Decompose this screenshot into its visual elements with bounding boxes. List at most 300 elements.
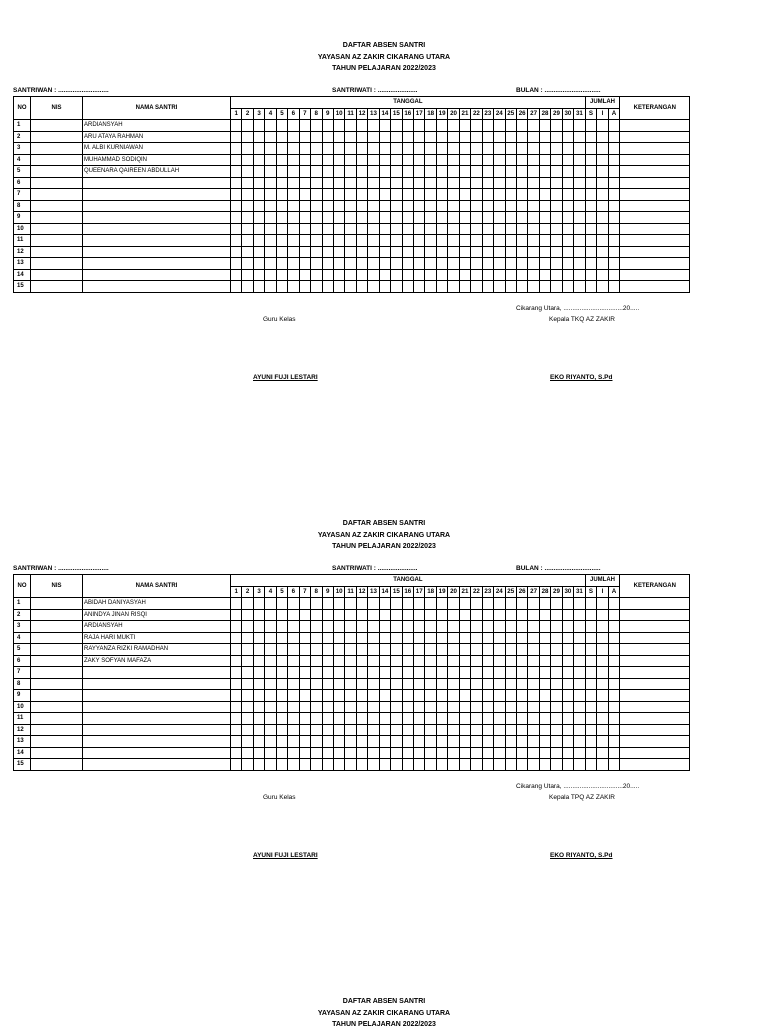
attendance-cell bbox=[265, 678, 276, 690]
attendance-cell bbox=[356, 678, 367, 690]
table-row bbox=[14, 131, 690, 143]
attendance-cell bbox=[242, 246, 253, 258]
attendance-cell bbox=[368, 724, 379, 736]
attendance-cell bbox=[345, 690, 356, 702]
attendance-cell bbox=[288, 701, 299, 713]
attendance-cell bbox=[333, 655, 344, 667]
nis-cell bbox=[31, 143, 83, 155]
attendance-cell bbox=[494, 644, 505, 656]
attendance-cell bbox=[448, 189, 459, 201]
attendance-cell bbox=[242, 644, 253, 656]
attendance-cell bbox=[471, 246, 482, 258]
table-row bbox=[14, 736, 690, 748]
attendance-cell bbox=[539, 166, 550, 178]
attendance-cell bbox=[345, 724, 356, 736]
attendance-cell bbox=[539, 200, 550, 212]
attendance-cell bbox=[425, 747, 436, 759]
attendance-cell bbox=[322, 189, 333, 201]
attendance-cell bbox=[414, 154, 425, 166]
attendance-cell bbox=[356, 747, 367, 759]
attendance-cell bbox=[436, 701, 447, 713]
attendance-cell bbox=[608, 759, 620, 771]
table-row bbox=[14, 713, 690, 725]
table-row bbox=[14, 223, 690, 235]
attendance-cell bbox=[368, 223, 379, 235]
nis-cell bbox=[31, 177, 83, 189]
attendance-cell bbox=[311, 621, 322, 633]
attendance-cell bbox=[482, 166, 493, 178]
attendance-cell bbox=[345, 212, 356, 224]
attendance-cell bbox=[253, 154, 264, 166]
attendance-cell bbox=[562, 166, 573, 178]
attendance-cell bbox=[562, 246, 573, 258]
attendance-cell bbox=[539, 189, 550, 201]
attendance-cell bbox=[482, 736, 493, 748]
attendance-cell bbox=[574, 701, 586, 713]
attendance-cell bbox=[585, 747, 597, 759]
attendance-cell bbox=[516, 724, 527, 736]
attendance-cell bbox=[459, 736, 470, 748]
row-number: 12 bbox=[14, 724, 31, 736]
attendance-cell bbox=[585, 235, 597, 247]
attendance-cell bbox=[608, 736, 620, 748]
keterangan-cell bbox=[620, 644, 690, 656]
attendance-cell bbox=[311, 713, 322, 725]
attendance-cell bbox=[528, 189, 539, 201]
attendance-cell bbox=[562, 177, 573, 189]
attendance-cell bbox=[276, 200, 287, 212]
table-row bbox=[14, 177, 690, 189]
attendance-cell bbox=[516, 678, 527, 690]
attendance-cell bbox=[574, 200, 586, 212]
attendance-cell bbox=[494, 759, 505, 771]
attendance-cell bbox=[253, 724, 264, 736]
attendance-cell bbox=[459, 223, 470, 235]
col-keterangan-header: KETERANGAN bbox=[620, 97, 690, 120]
student-name bbox=[83, 667, 231, 679]
student-name: ARDIANSYAH bbox=[83, 120, 231, 132]
row-number: 3 bbox=[14, 621, 31, 633]
attendance-cell bbox=[356, 120, 367, 132]
attendance-cell bbox=[322, 598, 333, 610]
attendance-cell bbox=[299, 223, 310, 235]
attendance-cell bbox=[402, 131, 413, 143]
attendance-cell bbox=[608, 667, 620, 679]
attendance-cell bbox=[597, 166, 609, 178]
attendance-cell bbox=[505, 644, 516, 656]
student-name bbox=[83, 258, 231, 270]
attendance-cell bbox=[276, 644, 287, 656]
attendance-cell bbox=[482, 258, 493, 270]
santriwan-field: SANTRIWAN : ............................ bbox=[13, 87, 109, 94]
attendance-cell bbox=[253, 120, 264, 132]
student-name: ANINDYA JINAN RISQI bbox=[83, 609, 231, 621]
attendance-cell bbox=[391, 212, 402, 224]
attendance-cell bbox=[322, 736, 333, 748]
attendance-cell bbox=[505, 189, 516, 201]
attendance-cell bbox=[551, 166, 562, 178]
row-number: 8 bbox=[14, 678, 31, 690]
guru-kelas-label: Guru Kelas bbox=[263, 316, 296, 323]
day-header: 8 bbox=[311, 586, 322, 598]
attendance-cell bbox=[414, 598, 425, 610]
attendance-cell bbox=[585, 258, 597, 270]
attendance-cell bbox=[379, 644, 390, 656]
attendance-cell bbox=[345, 609, 356, 621]
attendance-cell bbox=[516, 759, 527, 771]
attendance-cell bbox=[516, 281, 527, 293]
attendance-cell bbox=[402, 200, 413, 212]
attendance-cell bbox=[482, 621, 493, 633]
attendance-cell bbox=[471, 690, 482, 702]
attendance-cell bbox=[608, 154, 620, 166]
row-number: 8 bbox=[14, 200, 31, 212]
attendance-cell bbox=[471, 747, 482, 759]
attendance-cell bbox=[368, 655, 379, 667]
bulan-field: BULAN : ............................... bbox=[516, 87, 601, 94]
attendance-cell bbox=[608, 143, 620, 155]
attendance-cell bbox=[322, 120, 333, 132]
attendance-cell bbox=[539, 736, 550, 748]
keterangan-cell bbox=[620, 269, 690, 281]
attendance-cell bbox=[345, 143, 356, 155]
attendance-cell bbox=[322, 701, 333, 713]
attendance-cell bbox=[333, 759, 344, 771]
attendance-cell bbox=[253, 759, 264, 771]
attendance-cell bbox=[471, 154, 482, 166]
attendance-cell bbox=[379, 189, 390, 201]
attendance-cell bbox=[414, 269, 425, 281]
attendance-cell bbox=[505, 143, 516, 155]
attendance-cell bbox=[265, 189, 276, 201]
attendance-cell bbox=[551, 189, 562, 201]
attendance-cell bbox=[311, 131, 322, 143]
attendance-cell bbox=[597, 189, 609, 201]
attendance-cell bbox=[276, 120, 287, 132]
attendance-cell bbox=[414, 609, 425, 621]
table-row bbox=[14, 724, 690, 736]
attendance-cell bbox=[333, 632, 344, 644]
attendance-cell bbox=[459, 166, 470, 178]
row-number: 7 bbox=[14, 189, 31, 201]
col-keterangan-header: KETERANGAN bbox=[620, 575, 690, 598]
attendance-cell bbox=[288, 154, 299, 166]
attendance-cell bbox=[562, 678, 573, 690]
student-name bbox=[83, 189, 231, 201]
attendance-cell bbox=[516, 143, 527, 155]
day-header: 14 bbox=[379, 108, 390, 120]
attendance-cell bbox=[345, 269, 356, 281]
attendance-cell bbox=[299, 609, 310, 621]
attendance-cell bbox=[231, 655, 242, 667]
attendance-cell bbox=[608, 644, 620, 656]
attendance-cell bbox=[597, 120, 609, 132]
attendance-cell bbox=[482, 655, 493, 667]
attendance-cell bbox=[356, 655, 367, 667]
table-row bbox=[14, 120, 690, 132]
attendance-cell bbox=[242, 177, 253, 189]
nis-cell bbox=[31, 189, 83, 201]
attendance-cell bbox=[253, 598, 264, 610]
row-number: 6 bbox=[14, 655, 31, 667]
attendance-cell bbox=[333, 609, 344, 621]
attendance-cell bbox=[368, 269, 379, 281]
attendance-cell bbox=[448, 258, 459, 270]
nis-cell bbox=[31, 246, 83, 258]
attendance-cell bbox=[459, 713, 470, 725]
attendance-cell bbox=[379, 281, 390, 293]
attendance-cell bbox=[597, 177, 609, 189]
jumlah-subheader: A bbox=[608, 108, 620, 120]
attendance-cell bbox=[494, 736, 505, 748]
attendance-cell bbox=[459, 598, 470, 610]
attendance-cell bbox=[562, 736, 573, 748]
attendance-cell bbox=[471, 609, 482, 621]
attendance-cell bbox=[585, 154, 597, 166]
attendance-cell bbox=[516, 644, 527, 656]
attendance-cell bbox=[288, 269, 299, 281]
attendance-cell bbox=[276, 269, 287, 281]
attendance-cell bbox=[597, 258, 609, 270]
day-header: 7 bbox=[299, 108, 310, 120]
attendance-cell bbox=[414, 678, 425, 690]
attendance-cell bbox=[482, 143, 493, 155]
attendance-cell bbox=[231, 166, 242, 178]
attendance-cell bbox=[333, 212, 344, 224]
attendance-cell bbox=[585, 644, 597, 656]
attendance-cell bbox=[562, 131, 573, 143]
attendance-cell bbox=[414, 667, 425, 679]
attendance-cell bbox=[494, 269, 505, 281]
attendance-cell bbox=[402, 724, 413, 736]
attendance-cell bbox=[276, 655, 287, 667]
attendance-cell bbox=[608, 678, 620, 690]
attendance-cell bbox=[505, 120, 516, 132]
school-year: TAHUN PELAJARAN 2022/2023 bbox=[332, 543, 436, 550]
attendance-cell bbox=[265, 246, 276, 258]
attendance-cell bbox=[436, 120, 447, 132]
attendance-cell bbox=[322, 131, 333, 143]
attendance-cell bbox=[551, 200, 562, 212]
keterangan-cell bbox=[620, 713, 690, 725]
attendance-cell bbox=[516, 166, 527, 178]
attendance-cell bbox=[539, 759, 550, 771]
attendance-cell bbox=[528, 154, 539, 166]
attendance-cell bbox=[379, 678, 390, 690]
attendance-cell bbox=[425, 621, 436, 633]
attendance-cell bbox=[311, 281, 322, 293]
attendance-cell bbox=[459, 281, 470, 293]
attendance-cell bbox=[482, 246, 493, 258]
attendance-cell bbox=[402, 143, 413, 155]
attendance-cell bbox=[345, 246, 356, 258]
attendance-cell bbox=[539, 281, 550, 293]
attendance-cell bbox=[585, 690, 597, 702]
attendance-cell bbox=[574, 154, 586, 166]
attendance-cell bbox=[597, 269, 609, 281]
nis-cell bbox=[31, 598, 83, 610]
attendance-cell bbox=[494, 713, 505, 725]
attendance-cell bbox=[356, 632, 367, 644]
attendance-cell bbox=[391, 644, 402, 656]
attendance-cell bbox=[299, 189, 310, 201]
attendance-cell bbox=[253, 621, 264, 633]
attendance-cell bbox=[356, 131, 367, 143]
attendance-cell bbox=[574, 281, 586, 293]
attendance-cell bbox=[528, 258, 539, 270]
attendance-cell bbox=[402, 598, 413, 610]
attendance-cell bbox=[505, 131, 516, 143]
attendance-cell bbox=[288, 667, 299, 679]
attendance-cell bbox=[345, 621, 356, 633]
attendance-cell bbox=[356, 724, 367, 736]
attendance-cell bbox=[425, 736, 436, 748]
attendance-cell bbox=[402, 747, 413, 759]
day-header: 10 bbox=[333, 586, 344, 598]
guru-name: AYUNI FUJI LESTARI bbox=[253, 374, 318, 381]
attendance-cell bbox=[414, 189, 425, 201]
table-row bbox=[14, 281, 690, 293]
attendance-cell bbox=[311, 690, 322, 702]
attendance-cell bbox=[333, 235, 344, 247]
attendance-cell bbox=[494, 724, 505, 736]
attendance-cell bbox=[379, 690, 390, 702]
row-number: 13 bbox=[14, 736, 31, 748]
attendance-cell bbox=[494, 621, 505, 633]
day-header: 14 bbox=[379, 586, 390, 598]
nis-cell bbox=[31, 667, 83, 679]
student-name: RAJA HARI MUKTI bbox=[83, 632, 231, 644]
attendance-cell bbox=[322, 200, 333, 212]
attendance-cell bbox=[356, 281, 367, 293]
attendance-cell bbox=[402, 166, 413, 178]
attendance-cell bbox=[516, 131, 527, 143]
nis-cell bbox=[31, 644, 83, 656]
attendance-cell bbox=[551, 131, 562, 143]
student-name bbox=[83, 269, 231, 281]
attendance-cell bbox=[528, 143, 539, 155]
attendance-cell bbox=[459, 212, 470, 224]
attendance-cell bbox=[459, 621, 470, 633]
attendance-cell bbox=[562, 212, 573, 224]
attendance-cell bbox=[505, 690, 516, 702]
attendance-cell bbox=[436, 258, 447, 270]
attendance-cell bbox=[356, 644, 367, 656]
attendance-cell bbox=[391, 713, 402, 725]
attendance-cell bbox=[379, 632, 390, 644]
attendance-cell bbox=[391, 667, 402, 679]
attendance-cell bbox=[562, 154, 573, 166]
attendance-cell bbox=[585, 166, 597, 178]
attendance-cell bbox=[551, 177, 562, 189]
attendance-cell bbox=[471, 621, 482, 633]
day-header: 23 bbox=[482, 586, 493, 598]
attendance-cell bbox=[379, 154, 390, 166]
attendance-cell bbox=[265, 281, 276, 293]
attendance-cell bbox=[574, 736, 586, 748]
attendance-cell bbox=[471, 223, 482, 235]
attendance-cell bbox=[288, 131, 299, 143]
attendance-cell bbox=[402, 154, 413, 166]
attendance-cell bbox=[265, 200, 276, 212]
attendance-cell bbox=[333, 598, 344, 610]
attendance-cell bbox=[574, 724, 586, 736]
attendance-cell bbox=[436, 655, 447, 667]
keterangan-cell bbox=[620, 281, 690, 293]
attendance-cell bbox=[414, 281, 425, 293]
attendance-cell bbox=[414, 212, 425, 224]
day-header: 31 bbox=[574, 108, 586, 120]
attendance-cell bbox=[368, 166, 379, 178]
attendance-cell bbox=[425, 632, 436, 644]
attendance-cell bbox=[448, 667, 459, 679]
attendance-cell bbox=[562, 632, 573, 644]
attendance-cell bbox=[356, 621, 367, 633]
attendance-cell bbox=[539, 621, 550, 633]
attendance-cell bbox=[242, 678, 253, 690]
attendance-cell bbox=[345, 166, 356, 178]
nis-cell bbox=[31, 724, 83, 736]
attendance-cell bbox=[391, 269, 402, 281]
attendance-cell bbox=[562, 223, 573, 235]
attendance-cell bbox=[402, 246, 413, 258]
attendance-cell bbox=[562, 281, 573, 293]
attendance-cell bbox=[242, 120, 253, 132]
attendance-cell bbox=[242, 212, 253, 224]
attendance-cell bbox=[597, 212, 609, 224]
jumlah-subheader: A bbox=[608, 586, 620, 598]
attendance-cell bbox=[425, 713, 436, 725]
student-name bbox=[83, 724, 231, 736]
attendance-cell bbox=[494, 212, 505, 224]
attendance-cell bbox=[459, 609, 470, 621]
keterangan-cell bbox=[620, 724, 690, 736]
attendance-cell bbox=[516, 269, 527, 281]
attendance-cell bbox=[299, 258, 310, 270]
attendance-cell bbox=[368, 212, 379, 224]
attendance-cell bbox=[391, 621, 402, 633]
attendance-cell bbox=[299, 143, 310, 155]
attendance-cell bbox=[322, 690, 333, 702]
day-header: 19 bbox=[436, 108, 447, 120]
attendance-cell bbox=[402, 632, 413, 644]
attendance-cell bbox=[436, 598, 447, 610]
attendance-table bbox=[13, 96, 690, 293]
attendance-cell bbox=[276, 724, 287, 736]
day-header: 6 bbox=[288, 108, 299, 120]
row-number: 7 bbox=[14, 667, 31, 679]
attendance-cell bbox=[231, 667, 242, 679]
attendance-cell bbox=[368, 690, 379, 702]
attendance-cell bbox=[391, 235, 402, 247]
attendance-cell bbox=[539, 713, 550, 725]
student-name: ZAKY SOFYAN MAFAZA bbox=[83, 655, 231, 667]
attendance-cell bbox=[436, 269, 447, 281]
attendance-cell bbox=[459, 246, 470, 258]
attendance-cell bbox=[402, 655, 413, 667]
attendance-cell bbox=[436, 154, 447, 166]
attendance-cell bbox=[505, 632, 516, 644]
attendance-cell bbox=[276, 223, 287, 235]
attendance-cell bbox=[288, 713, 299, 725]
attendance-cell bbox=[585, 701, 597, 713]
attendance-cell bbox=[539, 223, 550, 235]
attendance-cell bbox=[231, 177, 242, 189]
attendance-cell bbox=[585, 131, 597, 143]
student-name bbox=[83, 759, 231, 771]
attendance-cell bbox=[448, 223, 459, 235]
attendance-cell bbox=[265, 269, 276, 281]
